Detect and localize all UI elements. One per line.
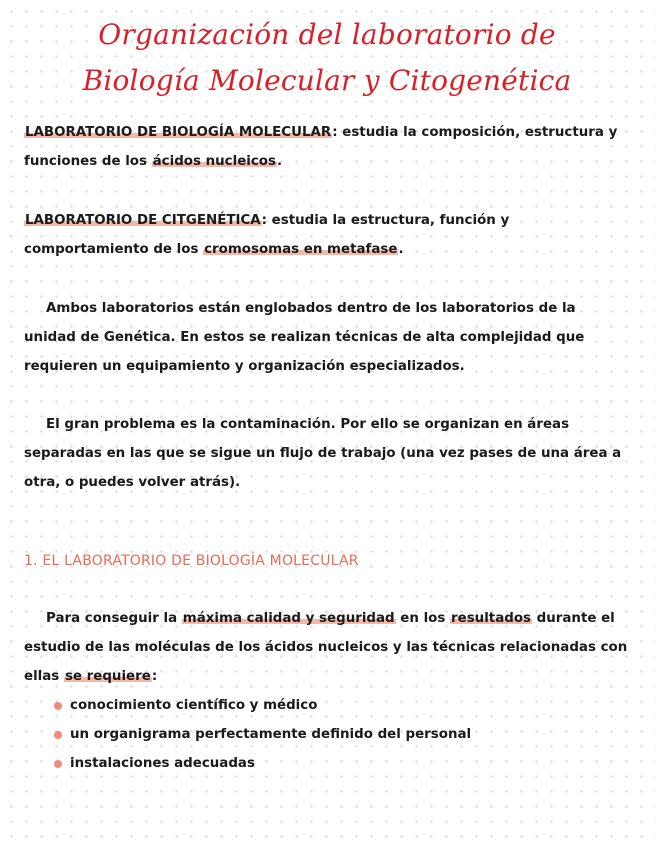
requirements-list <box>24 691 630 778</box>
paragraph-laboratorios: Ambos laboratorios están englobados dentro de los laboratorios de la unidad de Genética. En estos se realizan técnicas de alta complejidad que requieren un equipamiento y organización especializados. <box>24 301 585 374</box>
bullet-dot-icon <box>54 760 62 768</box>
highlight-se-requiere: se requiere <box>64 669 151 684</box>
definition-molecular <box>24 118 630 176</box>
requisitos-text-4: : <box>151 669 158 684</box>
paragraph-requisitos <box>24 604 630 691</box>
highlight-cromosomas: cromosomas en metafase <box>204 242 398 257</box>
paragraph-contaminacion: El gran problema es la contaminación. Por ello se organizan en áreas separadas en las que se sigue un flujo de trabajo (una vez pases de una área a otra, o puedes volver atrás). <box>24 417 622 490</box>
definition-cytogenetics-end: . <box>398 242 404 257</box>
list-item <box>54 720 630 749</box>
list-item-text: un organigrama perfectamente definido del personal <box>70 727 472 742</box>
highlight-acidos-nucleicos: ácidos nucleicos <box>152 154 276 169</box>
highlight-resultados: resultados <box>451 611 531 626</box>
list-item-text: conocimiento científico y médico <box>70 698 318 713</box>
list-item <box>54 749 630 778</box>
definition-molecular-end: . <box>276 154 283 169</box>
highlight-calidad-seguridad: máxima calidad y seguridad <box>182 611 395 626</box>
definition-cytogenetics-text: : estudia la estructura, función y comportamiento de los <box>24 213 510 257</box>
term-cytogenetics: LABORATORIO DE CITGENÉTICA <box>25 213 261 228</box>
title-line-2: Biología Molecular y Citogenética <box>82 64 572 97</box>
title-line-1: Organización del laboratorio de <box>98 18 556 51</box>
requisitos-text-1: Para conseguir la <box>46 611 182 626</box>
list-item-text: instalaciones adecuadas <box>70 756 255 771</box>
requisitos-text-3: durante el estudio de las moléculas de los ácidos nucleicos y las técnicas relacionadas con ellas <box>24 611 628 684</box>
section-heading-biologia-molecular: 1. EL LABORATORIO DE BIOLOGÍA MOLECULAR <box>24 553 359 569</box>
definition-cytogenetics <box>24 206 630 264</box>
term-molecular: LABORATORIO DE BIOLOGÍA MOLECULAR <box>25 125 332 140</box>
requisitos-text-2: en los <box>395 611 451 626</box>
definition-molecular-text: : estudia la composición, estructura y funciones de los <box>24 125 618 169</box>
bullet-dot-icon <box>54 731 62 739</box>
bullet-dot-icon <box>54 702 62 710</box>
list-item <box>54 691 630 720</box>
page-title <box>24 12 630 104</box>
